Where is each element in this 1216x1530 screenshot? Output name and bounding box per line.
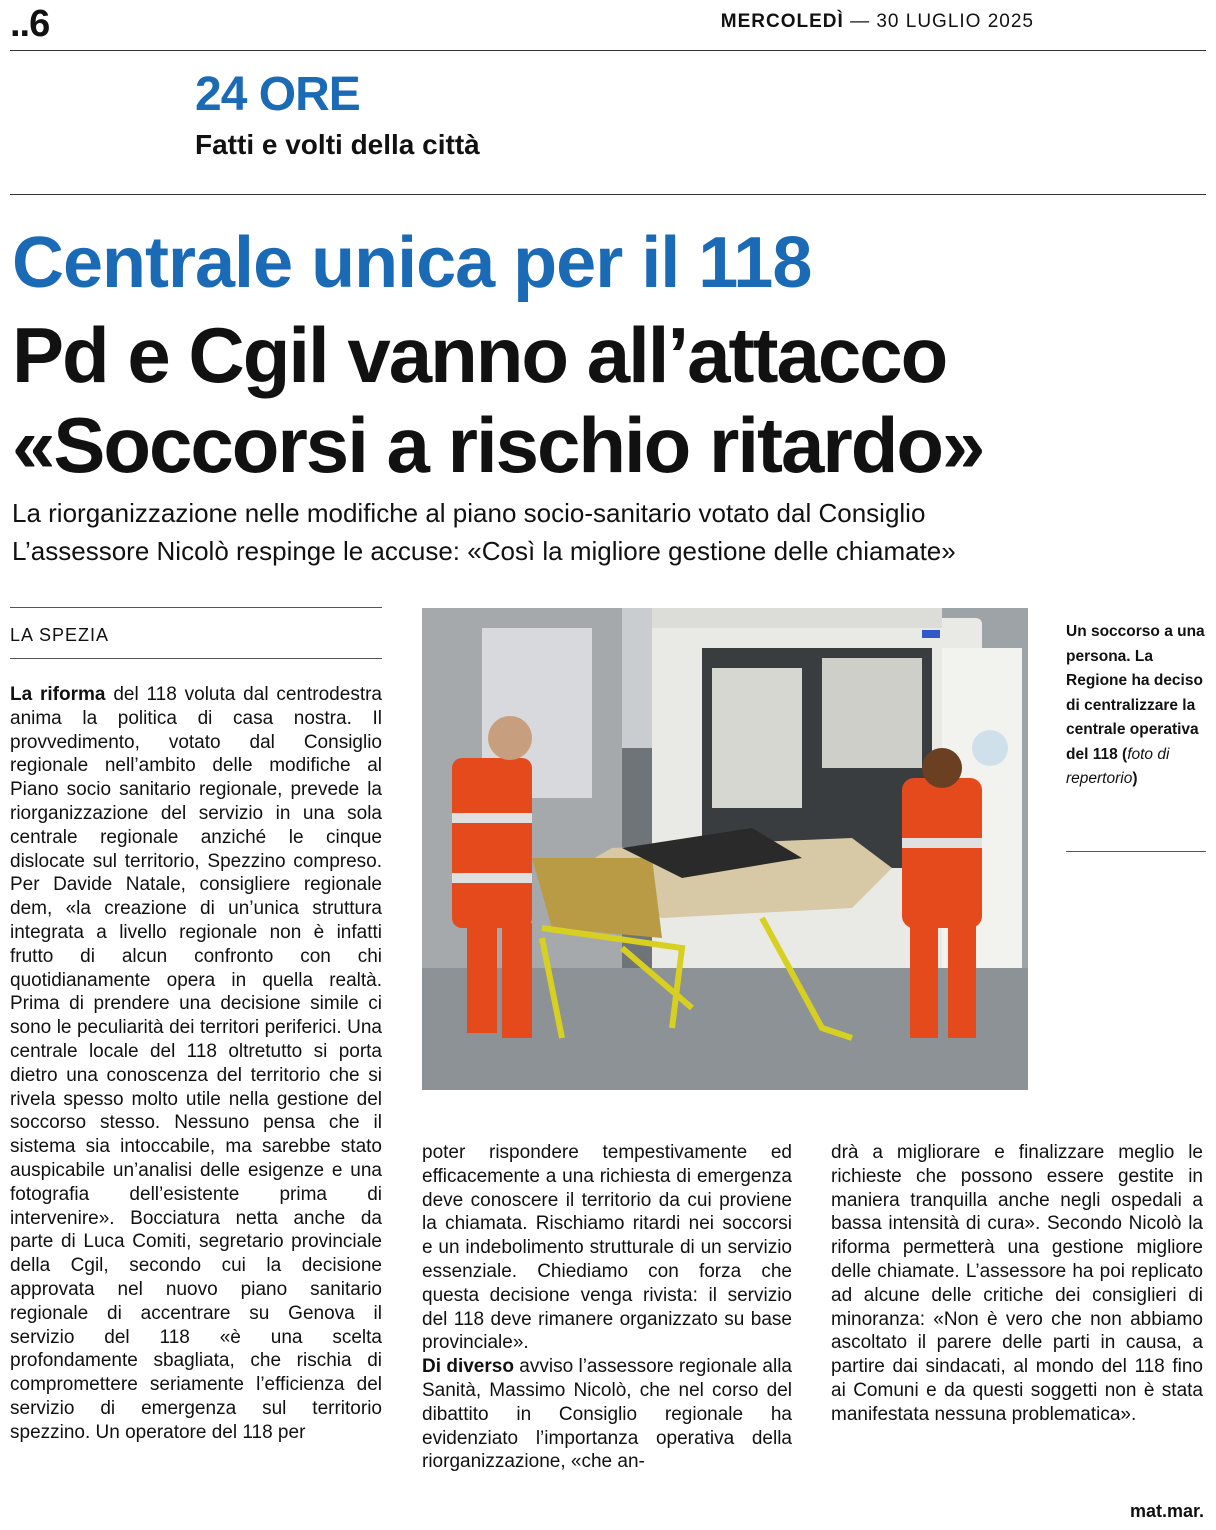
column-2-bold: Di diverso <box>422 1356 514 1378</box>
section-title: 24 ORE <box>195 68 360 121</box>
caption-rule <box>1066 851 1206 852</box>
article-photo <box>422 608 1028 1090</box>
column-2-text-2: avviso l’assessore regionale alla Sanità, Massimo Nicolò, che nel corso del dibattito in Consiglio regionale ha evidenziato l’importanza operativa della riorganizzazione, «che an- <box>422 1356 792 1473</box>
headline-line-2: «Soccorsi a rischio ritardo» <box>12 401 984 489</box>
section-subtitle: Fatti e volti della città <box>195 129 480 160</box>
subhead-line-1: La riorganizzazione nelle modifiche al piano socio-sanitario votato dal Consiglio <box>12 498 926 528</box>
author-signature: mat.mar. <box>1129 1501 1204 1521</box>
section-rule <box>10 194 1206 195</box>
article-subhead <box>12 494 956 570</box>
column-3-text: drà a migliorare e finalizzare meglio le richieste che possono essere gestite in maniera tranquilla anche negli ospedali a bassa intensità di cura». Secondo Nicolò la riforma permetterà una gestione migliore delle chiamate. L’assessore ha poi replicato ad alcune delle critiche dei consiglieri di minoranza: «Non è vero che non abbiamo ascoltato il parere delle parti in causa, a partire dai sindacati, al mondo del 118 fino ai Comuni e da questi soggetti non è stata manifestata nessuna problematica». <box>831 1142 1203 1425</box>
photo-caption <box>1066 620 1206 792</box>
article-kicker: Centrale unica per il 118 <box>12 223 812 303</box>
byline: LA SPEZIA <box>10 625 110 645</box>
headline-line-1: Pd e Cgil vanno all’attacco <box>12 311 947 399</box>
dateline <box>721 10 1034 34</box>
article-column-2 <box>422 1141 792 1474</box>
lead-bold: La riforma <box>10 684 106 705</box>
dateline-date: — 30 LUGLIO 2025 <box>850 11 1034 32</box>
article-headline <box>12 310 983 490</box>
article-column-1 <box>10 683 382 1445</box>
ambulance-scene-image <box>422 608 1028 1090</box>
caption-credit: foto di repertorio <box>1066 745 1170 787</box>
article-column-3 <box>831 1141 1203 1427</box>
caption-end: ) <box>1132 770 1138 787</box>
page-number: ..6 <box>10 3 50 45</box>
column-1-text: del 118 voluta dal centrodestra anima la politica di casa nostra. Il provvedimento, votato dal Consiglio regionale nell’ambito delle modifiche al Piano socio sanitario regionale, prevede la riorganizzazione del servizio in una sola centrale regionale anziché le cinque dislocate sul territorio, Spezzino compreso. Per Davide Natale, consigliere regionale dem, «la creazione di un’unica struttura integrata a livello regionale non è infatti frutto di alcun confronto con chi quotidianamente opera in quella realtà. Prima di prendere una decisione simile ci sono le peculiarità dei territori periferici. Una centrale locale del 118 oltretutto si porta dietro una conoscenza del territorio che si rivela spesso molto utile nella gestione del soccorso stesso. Nessuno pensa che il sistema sia intoccabile, ma sarebbe stato auspicabile un’analisi delle esigenze e una fotografia dell’esistente prima di intervenire». Bocciatura netta anche da parte di Luca Comiti, segretario provinciale della Cgil, secondo cui la decisione approvata nel nuovo piano sanitario regionale di accentrare su Genova il servizio del 118 «è una scelta profondamente sbagliata, che rischia di compromettere seriamente l’efficienza del servizio di emergenza sul territorio spezzino. Un operatore del 118 per <box>10 684 382 1443</box>
byline-top-rule <box>10 607 382 608</box>
column-2-text: poter rispondere tempestivamente ed efficacemente a una richiesta di emergenza deve conoscere il territorio da cui proviene la chiamata. Rischiamo ritardi nei soccorsi e un indebolimento strutturale di un servizio essenziale. Chiediamo con forza che questa decisione venga rivista: il servizio del 118 deve rimanere organizzato su base provinciale». <box>422 1142 792 1354</box>
dateline-day: MERCOLEDÌ <box>720 11 844 32</box>
subhead-line-2: L’assessore Nicolò respinge le accuse: «Così la migliore gestione delle chiamate» <box>12 536 956 566</box>
caption-text: Un soccorso a una persona. La Regione ha deciso di centralizzare la centrale operativa del 118 ( <box>1066 623 1205 763</box>
byline-bottom-rule <box>10 658 382 659</box>
top-rule <box>10 50 1206 51</box>
